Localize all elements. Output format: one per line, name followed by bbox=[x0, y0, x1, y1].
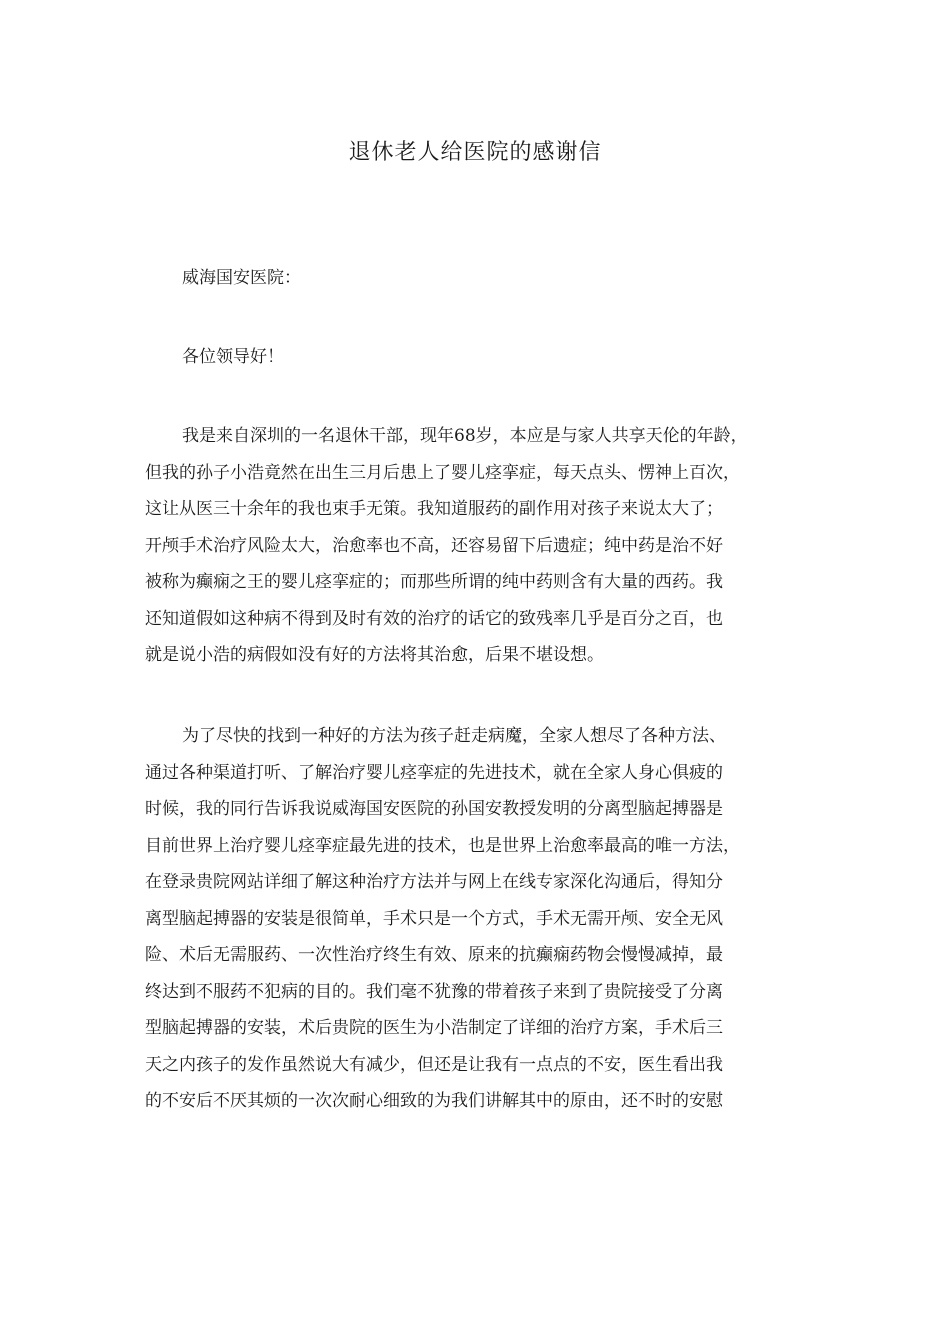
paragraph-line: 离型脑起搏器的安装是很简单，手术只是一个方式，手术无需开颅、安全无风 bbox=[145, 908, 723, 929]
paragraph-line: 天之内孩子的发作虽然说大有减少，但还是让我有一点点的不安，医生看出我 bbox=[145, 1054, 723, 1075]
paragraph-line: 时候，我的同行告诉我说威海国安医院的孙国安教授发明的分离型脑起搏器是 bbox=[145, 799, 723, 819]
paragraph-1 bbox=[145, 418, 805, 674]
paragraph-line: 为了尽快的找到一种好的方法为孩子赶走病魔，全家人想尽了各种方法、 bbox=[182, 726, 726, 746]
letter-title: 退休老人给医院的感谢信 bbox=[348, 140, 602, 165]
paragraph-line: 被称为癫痫之王的婴儿痉挛症的；而那些所谓的纯中药则含有大量的西药。我 bbox=[145, 572, 723, 592]
paragraph-line: 在登录贵院网站详细了解这种治疗方法并与网上在线专家深化沟通后，得知分 bbox=[145, 872, 723, 892]
paragraph-2 bbox=[145, 718, 805, 1120]
paragraph-line: 险、术后无需服药、一次性治疗终生有效、原来的抗癫痫药物会慢慢减掉，最 bbox=[145, 945, 723, 965]
paragraph-line: 这让从医三十余年的我也束手无策。我知道服药的副作用对孩子来说太大了； bbox=[145, 499, 723, 519]
paragraph-line: 我是来自深圳的一名退休干部，现年68岁，本应是与家人共享天伦的年龄， bbox=[182, 426, 748, 446]
paragraph-line: 但我的孙子小浩竟然在出生三月后患上了婴儿痉挛症，每天点头、愣神上百次， bbox=[145, 462, 740, 483]
paragraph-line: 目前世界上治疗婴儿痉挛症最先进的技术，也是世界上治愈率最高的唯一方法， bbox=[145, 835, 740, 856]
paragraph-line: 型脑起搏器的安装，术后贵院的医生为小浩制定了详细的治疗方案，手术后三 bbox=[145, 1018, 723, 1038]
paragraph-line: 的不安后不厌其烦的一次次耐心细致的为我们讲解其中的原由，还不时的安慰 bbox=[145, 1091, 723, 1111]
paragraph-line: 终达到不服药不犯病的目的。我们毫不犹豫的带着孩子来到了贵院接受了分离 bbox=[145, 981, 723, 1002]
letter-greeting: 各位领导好！ bbox=[182, 347, 284, 367]
letter-recipient: 威海国安医院： bbox=[182, 268, 301, 288]
paragraph-line: 就是说小浩的病假如没有好的方法将其治愈，后果不堪设想。 bbox=[145, 645, 604, 665]
paragraph-line: 通过各种渠道打听、了解治疗婴儿痉挛症的先进技术，就在全家人身心俱疲的 bbox=[145, 762, 723, 783]
paragraph-line: 开颅手术治疗风险太大，治愈率也不高，还容易留下后遗症；纯中药是治不好 bbox=[145, 535, 723, 556]
paragraph-line: 还知道假如这种病不得到及时有效的治疗的话它的致残率几乎是百分之百，也 bbox=[145, 608, 723, 629]
